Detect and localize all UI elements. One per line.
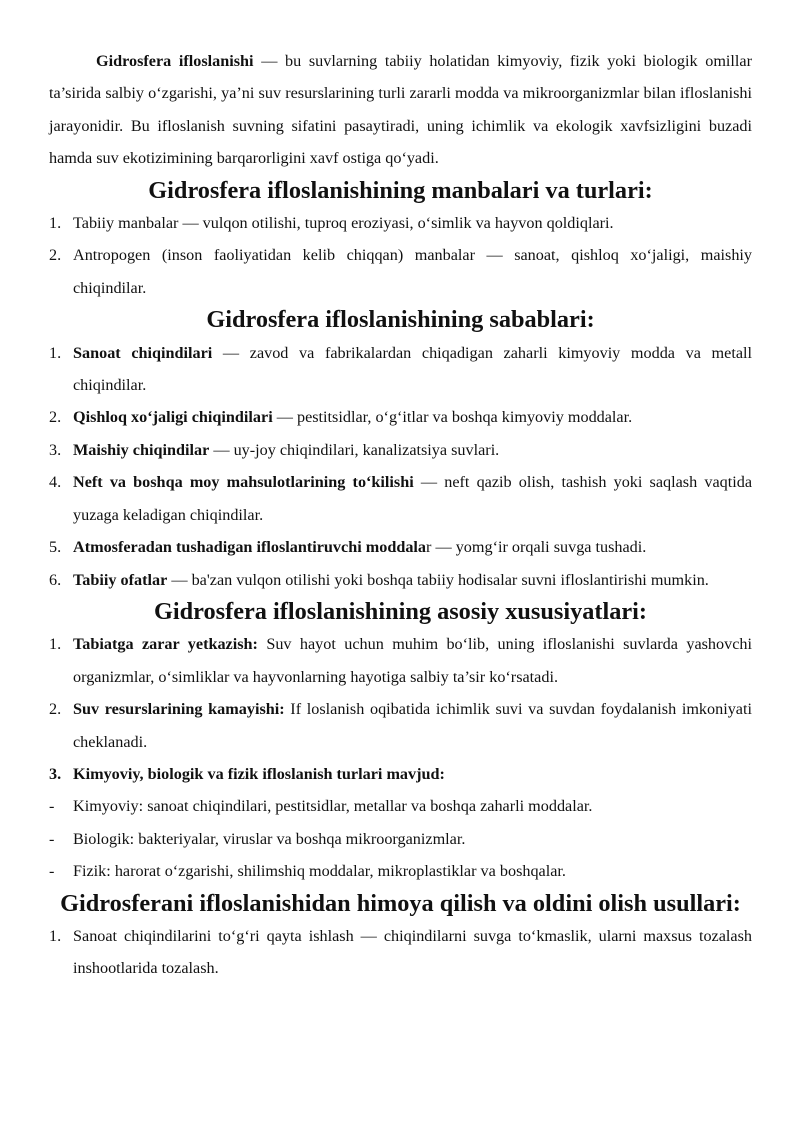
list-bold-term: Maishiy chiqindilar bbox=[73, 440, 210, 459]
list-bold-term: Kimyoviy, biologik va fizik ifloslanish turlari mavjud: bbox=[73, 764, 445, 783]
list-number: 5. bbox=[49, 538, 62, 557]
sources-heading: Gidrosfera ifloslanishining manbalari va turlari: bbox=[148, 176, 653, 204]
intro-term: Gidrosfera ifloslanishi bbox=[96, 52, 254, 70]
protection-heading: Gidrosferani ifloslanishidan himoya qilish va oldini olish usullari: bbox=[60, 889, 741, 917]
list-item bbox=[49, 920, 752, 985]
list-text: — neft qazib olish, tashish yoki saqlash vaqtida yuzaga keladigan chiqindilar. bbox=[73, 473, 753, 524]
list-item bbox=[49, 239, 752, 304]
list-subitem bbox=[49, 823, 752, 855]
list-number: 3. bbox=[49, 440, 62, 459]
list-text: Kimyoviy: sanoat chiqindilari, pestitsidlar, metallar va boshqa zaharli moddalar. bbox=[73, 797, 593, 816]
list-bold-term: Atmosferadan tushadigan ifloslantiruvchi moddala bbox=[73, 538, 427, 557]
list-text: — ba'zan vulqon otilishi yoki boshqa tabiiy hodisalar suvni ifloslantirishi mumkin. bbox=[167, 570, 709, 589]
list-subitem bbox=[49, 790, 752, 822]
protection-list bbox=[49, 920, 752, 985]
list-item bbox=[49, 337, 752, 402]
list-item bbox=[49, 531, 752, 563]
list-dash: - bbox=[49, 829, 55, 848]
list-number: 2. bbox=[49, 408, 62, 427]
list-text: If loslanish oqibatida ichimlik suvi va suvdan foydalanish imkoniyati cheklanadi. bbox=[73, 700, 752, 751]
list-bold-term: Tabiatga zarar yetkazish: bbox=[73, 635, 258, 654]
list-item bbox=[49, 466, 752, 531]
list-number: 1. bbox=[49, 635, 62, 654]
list-bold-term: Tabiiy ofatlar bbox=[73, 570, 168, 589]
causes-list bbox=[49, 337, 752, 596]
list-item bbox=[49, 693, 752, 758]
list-item bbox=[49, 434, 752, 466]
list-item bbox=[49, 758, 752, 790]
list-number: 1. bbox=[49, 343, 62, 362]
list-bold-term: Neft va boshqa moy mahsulotlarining to‘kilishi bbox=[73, 473, 414, 492]
list-number: 6. bbox=[49, 570, 62, 589]
list-item bbox=[49, 628, 752, 693]
sources-list bbox=[49, 207, 752, 304]
features-heading: Gidrosfera ifloslanishining asosiy xususiyatlari: bbox=[154, 597, 647, 625]
list-text: — pestitsidlar, o‘g‘itlar va boshqa kimyoviy moddalar. bbox=[272, 408, 633, 427]
list-number: 2. bbox=[49, 246, 62, 265]
list-subitem bbox=[49, 855, 752, 887]
list-bold-term: Qishloq xo‘jaligi chiqindilari bbox=[73, 408, 273, 427]
intro-paragraph bbox=[49, 45, 752, 175]
list-number: 1. bbox=[49, 926, 62, 945]
list-text: Antropogen (inson faoliyatidan kelib chiqqan) manbalar — sanoat, qishloq xo‘jaligi, maishiy chiqindilar. bbox=[73, 246, 752, 297]
list-text: Fizik: harorat o‘zgarishi, shilimshiq moddalar, mikroplastiklar va boshqalar. bbox=[73, 862, 566, 881]
list-item bbox=[49, 207, 752, 239]
list-number: 4. bbox=[49, 473, 62, 492]
causes-heading: Gidrosfera ifloslanishining sabablari: bbox=[206, 306, 595, 334]
list-dash: - bbox=[49, 797, 55, 816]
list-item bbox=[49, 564, 752, 596]
list-dash: - bbox=[49, 862, 55, 881]
list-item bbox=[49, 401, 752, 433]
list-number: 3. bbox=[49, 764, 62, 783]
list-text: r — yomg‘ir orqali suvga tushadi. bbox=[426, 538, 647, 557]
list-text: Biologik: bakteriyalar, viruslar va boshqa mikroorganizmlar. bbox=[73, 829, 466, 848]
list-text: — uy-joy chiqindilari, kanalizatsiya suvlari. bbox=[209, 440, 500, 459]
list-number: 2. bbox=[49, 700, 62, 719]
list-number: 1. bbox=[49, 214, 62, 233]
list-text: Tabiiy manbalar — vulqon otilishi, tuproq eroziyasi, o‘simlik va hayvon qoldiqlari. bbox=[73, 214, 614, 233]
list-text: Suv hayot uchun muhim bo‘lib, uning ifloslanishi suvlarda yashovchi organizmlar, o‘simliklar va hayvonlarning hayotiga salbiy ta’sir ko‘rsatadi. bbox=[73, 635, 752, 686]
list-text: Sanoat chiqindilarini to‘g‘ri qayta ishlash — chiqindilarni suvga to‘kmaslik, ularni maxsus tozalash inshootlarida tozalash. bbox=[73, 926, 752, 978]
features-list bbox=[49, 628, 752, 887]
intro-text: — bu suvlarning tabiiy holatidan kimyoviy, fizik yoki biologik omillar ta’sirida salbiy o‘zgarishi, ya’ni suv resurslarining turli zararli modda va mikroorganizmlar bilan ifloslanishi jarayonidir. Bu ifloslanish suvning sifatini pasaytiradi, uning ichimlik va ekologik xavfsizligini buzadi hamda suv ekotizimining barqarorligini xavf ostiga qo‘yadi. bbox=[49, 52, 752, 168]
list-bold-term: Sanoat chiqindilari bbox=[73, 343, 213, 362]
list-bold-term: Suv resurslarining kamayishi: bbox=[73, 700, 285, 719]
list-text: — zavod va fabrikalardan chiqadigan zaharli kimyoviy modda va metall chiqindilar. bbox=[73, 343, 752, 395]
